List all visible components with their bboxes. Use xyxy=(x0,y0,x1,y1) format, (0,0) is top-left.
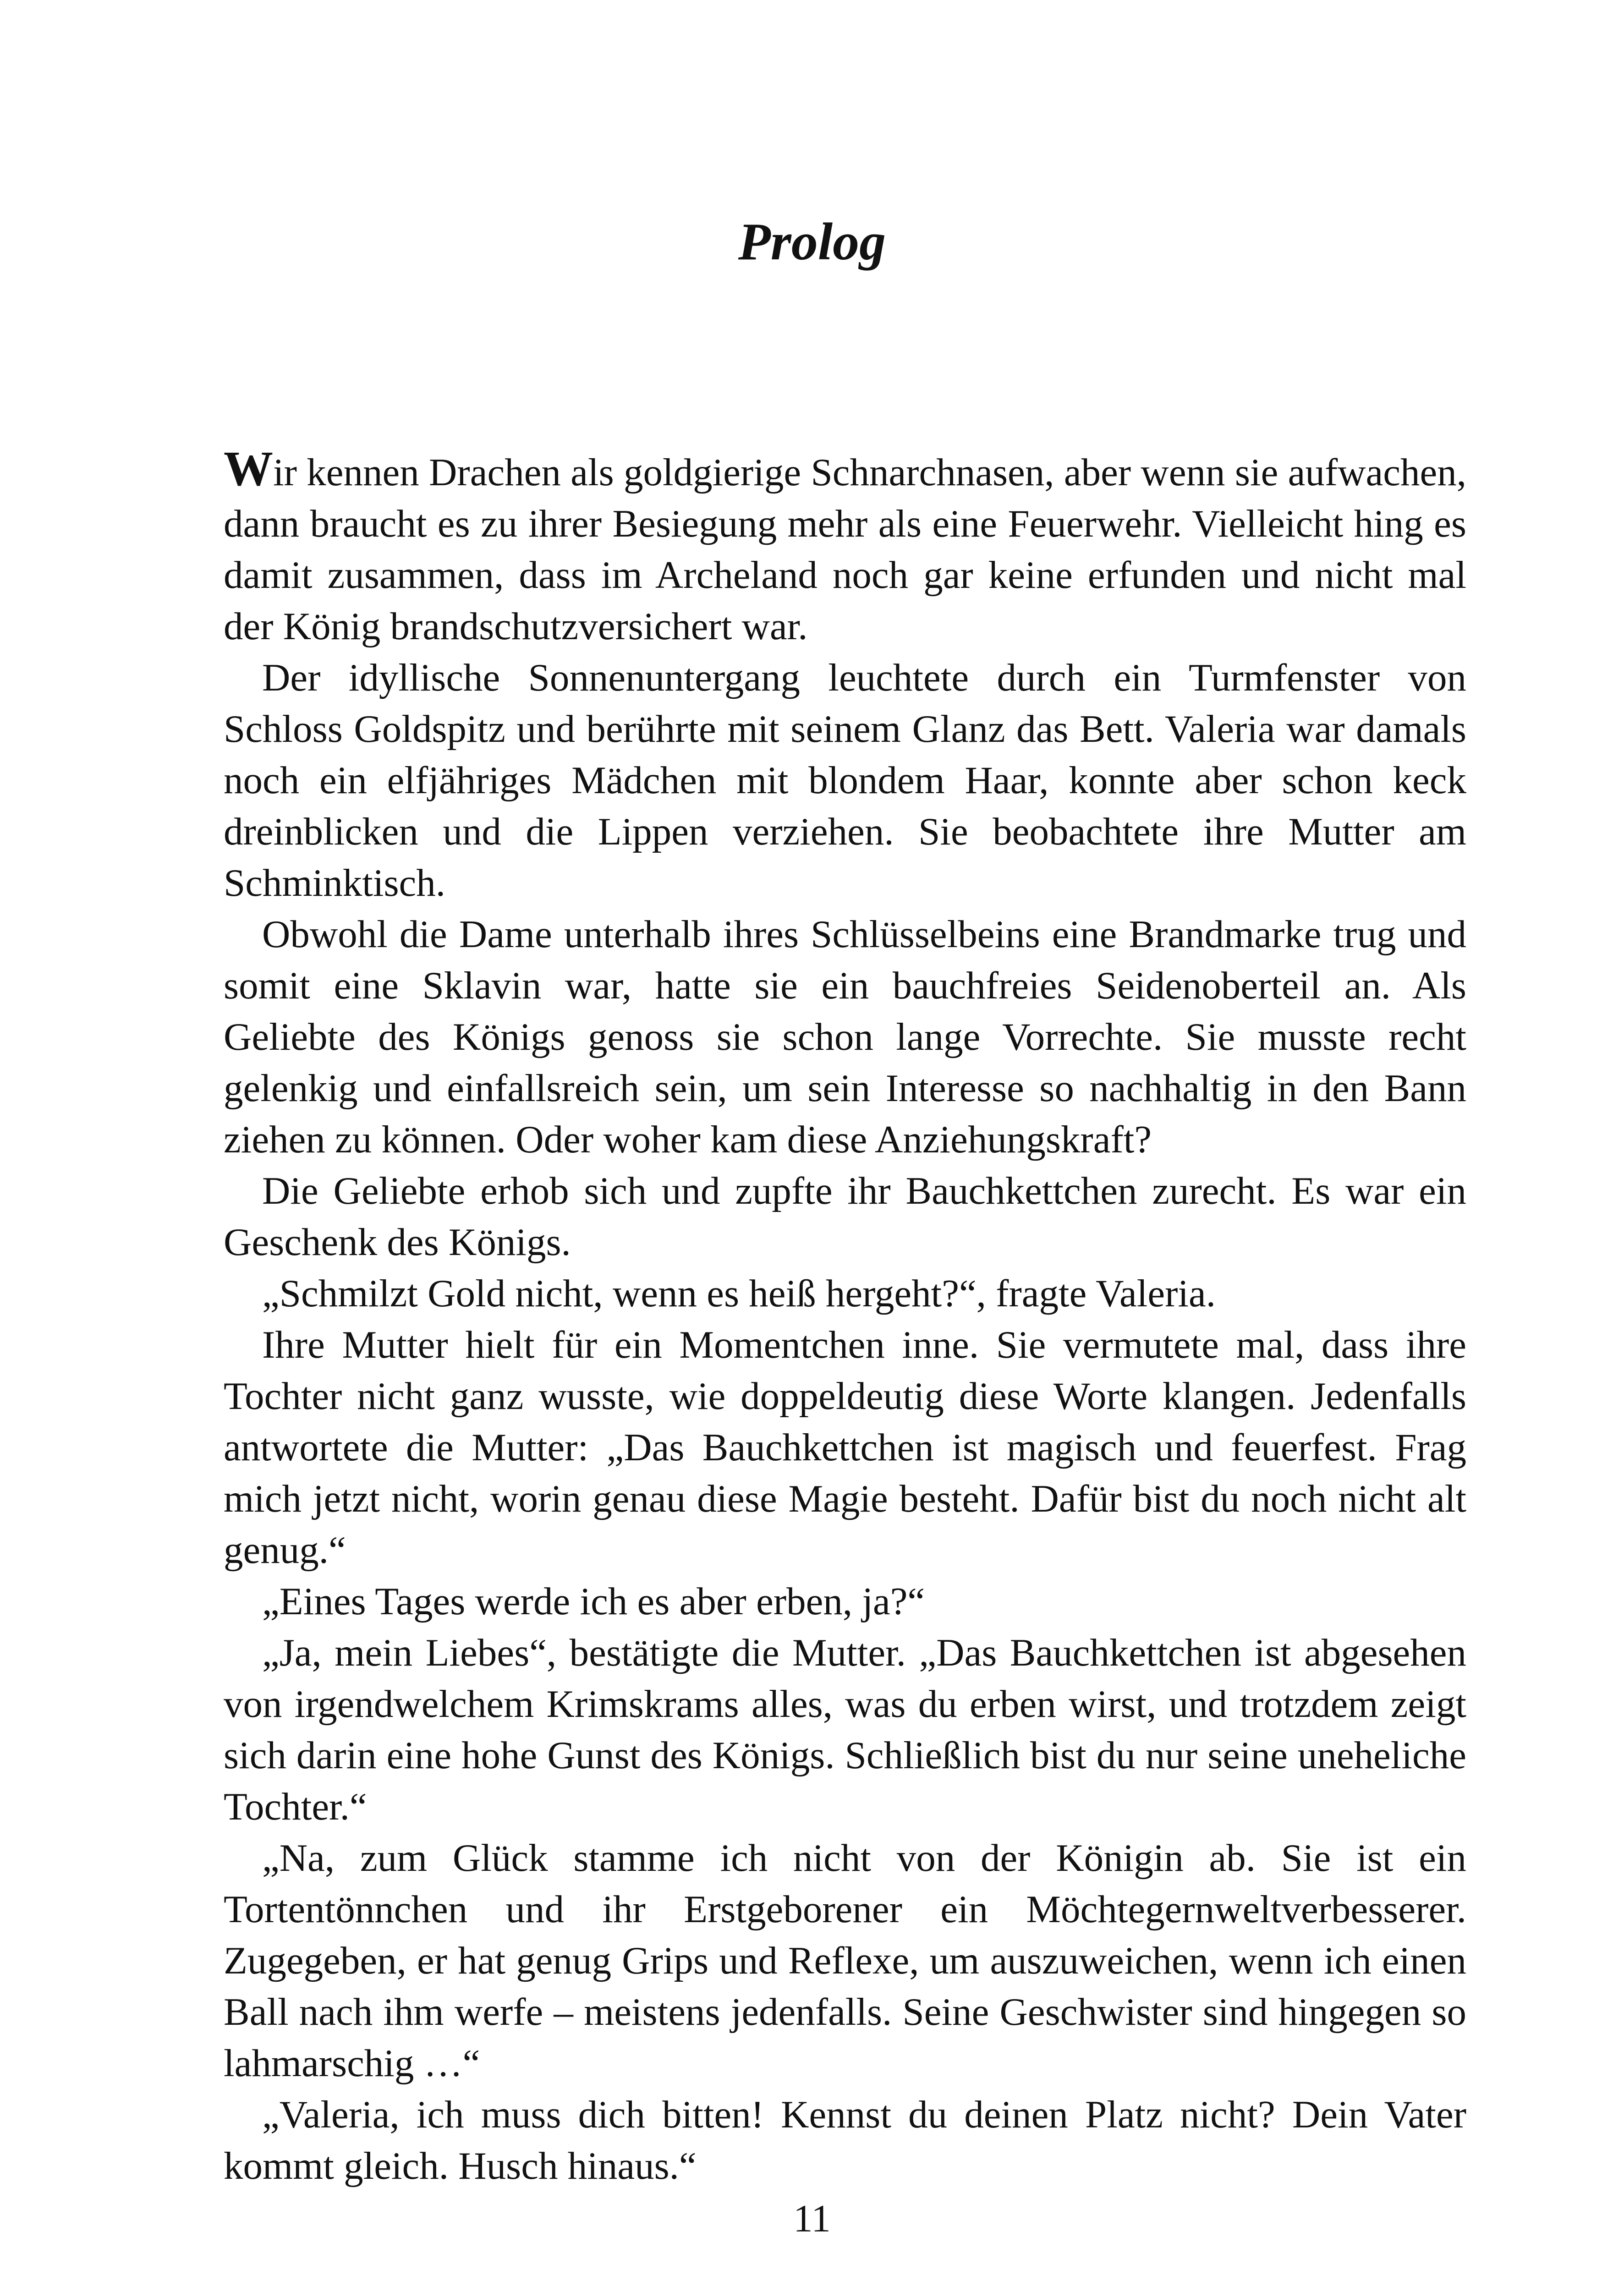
paragraph-10: „Valeria, ich muss dich bitten! Kennst du deinen Platz nicht? Dein Vater kommt gleich. Husch hinaus.“ xyxy=(224,2093,1466,2187)
initial-letter: W xyxy=(224,442,273,496)
paragraph-7: „Eines Tages werde ich es aber erben, ja?“ xyxy=(262,1580,925,1623)
paragraph-2: Der idyllische Sonnenuntergang leuchtete durch ein Turmfenster von Schloss Goldspitz und berührte mit seinem Glanz das Bett. Valeria war damals noch ein elfjähriges Mädchen mit blondem Haar, konnte aber schon keck dreinblicken und die Lippen verziehen. Sie beobachtete ihre Mutter am Schminktisch. xyxy=(224,656,1466,904)
page-number: 11 xyxy=(793,2197,831,2240)
paragraph-5: „Schmilzt Gold nicht, wenn es heiß hergeht?“, fragte Valeria. xyxy=(262,1272,1216,1315)
paragraph-1-text: ir kennen Drachen als goldgierige Schnarchnasen, aber wenn sie aufwachen, dann braucht es zu ihrer Besiegung mehr als eine Feuerwehr. Vielleicht hing es damit zusammen, dass im Archeland noch gar keine erfunden und nicht mal der König brandschutzversichert war. xyxy=(224,451,1466,648)
paragraph-6: Ihre Mutter hielt für ein Momentchen inne. Sie vermutete mal, dass ihre Tochter nicht ganz wusste, wie doppeldeutig diese Worte klangen. Jedenfalls antwortete die Mutter: „Das Bauchkettchen ist magisch und feuerfest. Frag mich jetzt nicht, worin genau diese Magie besteht. Dafür bist du noch nicht alt genug.“ xyxy=(224,1323,1466,1572)
chapter-title: Prolog xyxy=(738,213,886,271)
paragraph-1 xyxy=(224,444,1466,652)
paragraph-8: „Ja, mein Liebes“, bestätigte die Mutter. „Das Bauchkettchen ist abgesehen von irgendwelchem Krimskrams alles, was du erben wirst, und trotzdem zeigt sich darin eine hohe Gunst des Königs. Schließlich bist du nur seine uneheliche Tochter.“ xyxy=(224,1631,1466,1828)
paragraph-4: Die Geliebte erhob sich und zupfte ihr Bauchkettchen zurecht. Es war ein Geschenk des Königs. xyxy=(224,1169,1466,1264)
body-text xyxy=(224,444,1466,2192)
paragraph-3: Obwohl die Dame unterhalb ihres Schlüsselbeins eine Brandmarke trug und somit eine Sklavin war, hatte sie ein bauchfreies Seidenoberteil an. Als Geliebte des Königs genoss sie schon lange Vorrechte. Sie musste recht gelenkig und einfallsreich sein, um sein Interesse so nachhaltig in den Bann ziehen zu können. Oder woher kam diese Anziehungskraft? xyxy=(224,913,1466,1161)
paragraph-9: „Na, zum Glück stamme ich nicht von der Königin ab. Sie ist ein Tortentönnchen und ihr Erstgeborener ein Möchtegernweltverbesserer. Zugegeben, er hat genug Grips und Reflexe, um auszuweichen, wenn ich einen Ball nach ihm werfe – meistens jedenfalls. Seine Geschwister sind hingegen so lahmarschig …“ xyxy=(224,1836,1466,2085)
